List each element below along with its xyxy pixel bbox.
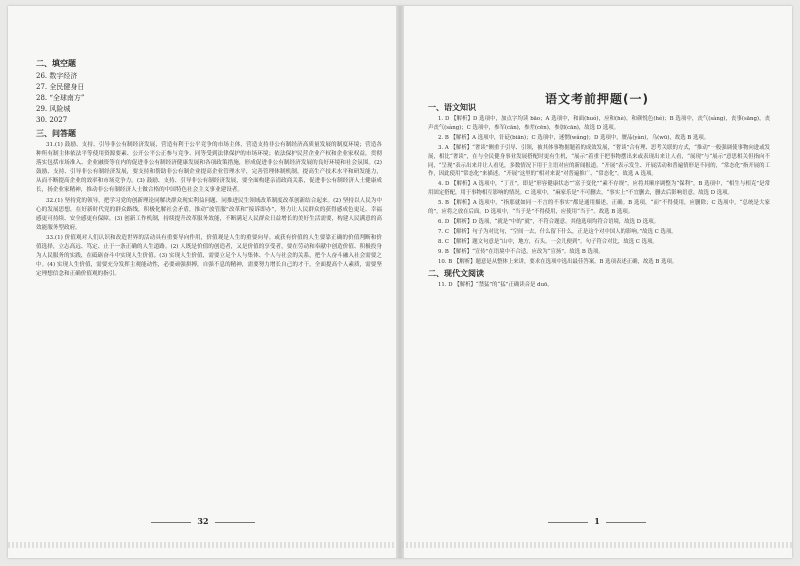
- divider: [548, 522, 588, 523]
- page-number: [402, 516, 792, 526]
- answer-paragraph: 1. D 【解析】D 选项中，加点字均读 bāo；A 选项中，和面(huó)，应和(hè)，和颜悦色(hé)；B 选项中，丧气(sàng)，丧事(sāng)，丧声丧气(sàng)；C 选项中，参军(cān)，参差(cēn)，参加(cān)，故选 D 选项。: [428, 116, 770, 131]
- answer-paragraph: 4. D 【解析】A 选项中，“丁丑”，即是“形容健康状态”“富于变化”“素不存规”，应将其顺序调整为“保利”。B 选项中，“相生与相克”是常用固定搭配，用于事物相互影响的情况。C 选项中，“麻家乐是”不可删去，“事实上”不宜删去，删去后影响语意。故选 D 选项。: [428, 181, 770, 197]
- fill-answer: 29. 风险城: [36, 105, 71, 113]
- fill-answer: 26. 数字经济: [36, 72, 78, 80]
- left-page: [8, 6, 398, 558]
- left-content: [36, 58, 382, 280]
- answer-paragraph: 9. B 【解析】“宣传”在语境中不合适，应改为“宣扬”。故选 B 选项。: [438, 248, 604, 255]
- page-number-text: 1: [594, 516, 600, 526]
- fill-heading: 二、填空题: [36, 58, 76, 68]
- answer-paragraph: 10. B 【解析】题意是从整体上来讲，要求在选项中选出最佳答案。B 选项表述正确，故选 B 选项。: [438, 258, 678, 265]
- divider: [151, 522, 191, 523]
- answer-paragraph: 33.(1) 价值观对人们认识和改造世界的活动具有重要导向作用，价值观是人生的重要向导。或获有价值的人生要靠正确的价值判断和价值选择，立志高远、笃定、止于一条正确的人生道路。(2) 人既是价值的创造者，又是价值的享受者，要在劳动和奉献中创造价值、积极投身为人民服务的实践，在砥砺奋斗中实现人生价值。(3) 实现人生价值，需要立足个人与集体、个人与社会的关系，把个人奋斗融入社会需要之中。(4) 实现人生价值，需要充分发挥主观能动性，必要顽强拼搏，自强不息的精神，需要努力增长自己的才干，全面提高个人素质，需要坚定理想信念和正确价值观的指引。: [36, 234, 382, 278]
- answer-paragraph: 3. A 【解析】“奢谈”侧重于引导、引领，被其体事物据题着的成效发展，“奢谈”合有理、思考关联的方式，“推动”一般强调使事物向进或发展，相比“奢谈”，在与全民健身事业发展搭配时更有生机，“展示”着重于把事物摆出来或表现出来让人看，“展现”与“展示”意思相关但指向不同，“呈现”表示出来并让人看见，多数情况下用于主语对应的新闻报道。“开展”表示发生、开展活动和普遍情形是不同的，“常态化”指开展的工作，因此使用“常态化”来描述。“开展”这里的“相对来说”对普遍推广、“常态化”。故选 A 选项。: [428, 144, 770, 178]
- answer-paragraph: 8. C 【解析】题文句意是“山中，地方，石头，一会儿便到”。句子符合对比，故选 C 选项。: [438, 238, 658, 245]
- fill-answer: 27. 全民健身日: [36, 83, 85, 91]
- section-heading: 二、现代文阅读: [428, 267, 484, 278]
- answer-paragraph: 6. D 【解析】D 选项，“就是”中的“就”，不符合题意。其他选项均符合语境，故选 D 选项。: [438, 218, 659, 225]
- divider: [606, 522, 646, 523]
- divider: [215, 522, 255, 523]
- page-number-text: 32: [197, 516, 209, 526]
- book-spread: [8, 6, 792, 558]
- qa-heading: 三、问答题: [36, 128, 76, 138]
- fill-answer: 30. 2027: [36, 116, 68, 124]
- answer-paragraph: 31.(1) 鼓励、支持、引导非公有制经济发展，营造有利于公平竞争的市场主体，营造支持非公有制经济高质量发展的制度环境；营造各种所有制主体依法平等使用资源要素、公开公平公正参与竞争、同等受到法律保护的市场环境；依法保护民营企业产权和企业家权益，贯彻落实包括市场准入、企业融资等在内的促进非公有制经济健康发展和各项政策措施，形成促进非公有制经济发展的良好环境和社会氛围。(2) 鼓励、支持、引导非公有制经济发展，要支持和帮助非公有制企业提高企业管理水平，完善管理体制机制，提高生产技术水平和研发能力，从而不断提高企业的效率和市场竞争力。(3) 鼓励、支持、引导非公有制经济发展，要全面构建亲清政商关系，促进非公有制经济人士健康成长，扬企业家精神，推动非公有制经济人士做合格的中国特色社会主义事业建设者。: [36, 142, 382, 194]
- answer-paragraph: 32.(1) 坚持党的领导，把学习党的创新理论同解决群众现实利益问题、同推进民生领域改革制度改革创新结合起来。(2) 坚持以人民为中心的发展思想，在好新时代党的群众路线，积极化解社会矛盾，推动“放管服”改革和“接诉即办”，努力让人民群众的获得感成色更足、幸福感更可持续、安全感更有保障。(3) 创新工作机制，持续提升改革服务效能，不断满足人民群众日益增长的美好生活需要，构建人民满意的高效能服务型政府。: [36, 197, 382, 231]
- right-content: [428, 102, 770, 290]
- page-number: [8, 516, 398, 526]
- right-page: [402, 6, 792, 558]
- page-edge: [8, 542, 398, 548]
- section-heading: 一、语文知识: [428, 102, 476, 112]
- answer-paragraph: 7. C 【解析】句子为对比句，“空间一去，什么留下什么，正是这个对中国人的影响。”故选 C 选项。: [438, 228, 677, 235]
- fill-answer: 28. “全球南方”: [36, 94, 85, 102]
- page-title: 语文考前押题(一): [545, 92, 649, 106]
- page-edge: [402, 542, 792, 548]
- answer-paragraph: 11. D 【解析】“禁猛”的“猛”正确读音是 duō。: [438, 281, 553, 288]
- answer-paragraph: 5. B 【解析】A 选项中，“指那就如同一不言的不事实”都是通用描述，正确。B 选项，“而”不得使用，应删除；C 选项中，“总统是大家的”，应将之放在后面。D 选项中，“当于是”不得使用，应使用“当于”。故选 B 选项。: [428, 200, 770, 216]
- answer-paragraph: 2. B 【解析】A 选项中，针砭(biān)；C 选项中，迷惘(wǎng)；D 选项中，赝品(yàn)，乌(wū)，故选 B 选项。: [438, 134, 710, 141]
